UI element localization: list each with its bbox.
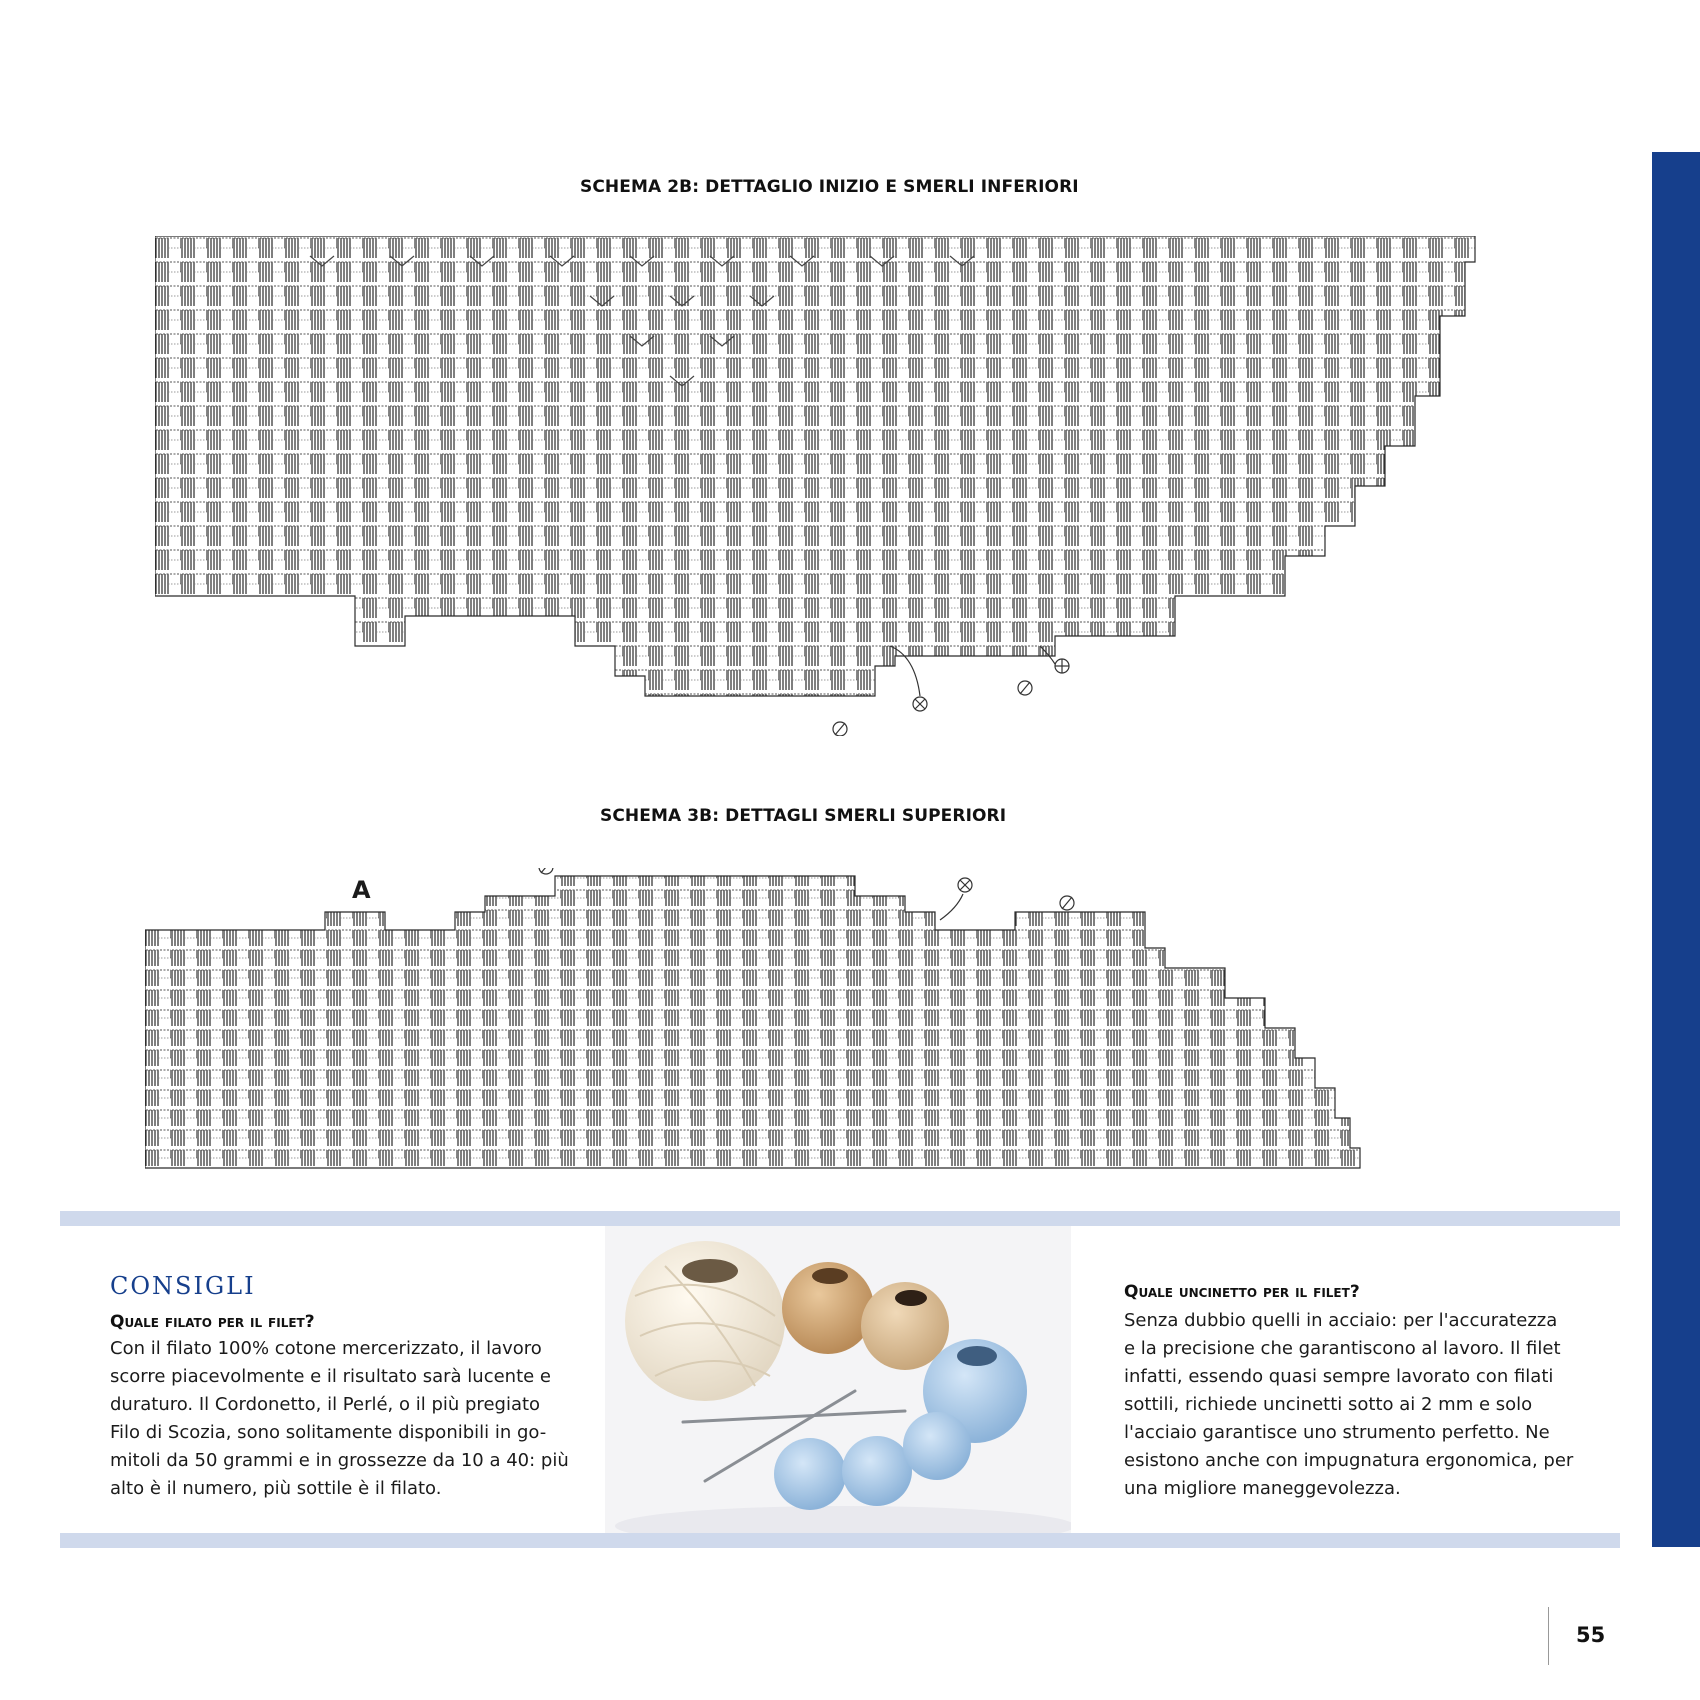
tip-yarn-line: scorre piacevolmente e il risultato sarà lucente e [110,1366,551,1387]
beige-yarn-ball [861,1282,949,1370]
section-stripe-top [60,1211,1620,1226]
consigli-title: CONSIGLI [110,1272,256,1300]
small-blue-yarn-balls [774,1412,971,1510]
tip-hook-line: una migliore maneggevolezza. [1124,1478,1401,1499]
slashed-circle-icon [539,868,553,874]
yarn-and-hooks-photo [605,1226,1071,1533]
cream-yarn-ball [625,1241,785,1401]
tip-hook-line: Senza dubbio quelli in acciaio: per l'accuratezza [1124,1310,1558,1331]
tip-yarn-line: duraturo. Il Cordonetto, il Perlé, o il più pregiato [110,1394,541,1415]
page-number-divider [1548,1607,1549,1665]
schema-2b-title: SCHEMA 2B: DETTAGLIO INIZIO E SMERLI INFERIORI [580,177,1079,197]
side-accent-bar [1652,152,1700,1547]
tip-hook-line: esistono anche con impugnatura ergonomica, per [1124,1450,1574,1471]
schema-2b-crochet-chart [155,236,1485,736]
page-number: 55 [1576,1623,1606,1647]
tip-hook-line: e la precisione che garantiscono al lavoro. Il filet [1124,1338,1561,1359]
schema-3b-title: SCHEMA 3B: DETTAGLI SMERLI SUPERIORI [600,806,1007,826]
tip-yarn-body [110,1335,580,1503]
tip-yarn-line: mitoli da 50 grammi e in grossezze da 10 a 40: più [110,1450,569,1471]
tip-yarn-line: Con il filato 100% cotone mercerizzato, il lavoro [110,1338,542,1359]
tip-hook-line: l'acciaio garantisce uno strumento perfetto. Ne [1124,1422,1550,1443]
tip-yarn-line: alto è il numero, più sottile è il filato. [110,1478,442,1499]
tan-yarn-ball [782,1262,874,1354]
schema-3b-crochet-chart [145,868,1475,1178]
tip-hook-line: infatti, essendo quasi sempre lavorato con filati [1124,1366,1554,1387]
tip-hook-body [1124,1307,1604,1503]
tip-hook-line: sottili, richiede uncinetti sotto ai 2 mm e solo [1124,1394,1533,1415]
tip-yarn-heading: Quale filato per il filet? [110,1312,315,1332]
marker-label-a: A [352,876,371,904]
tip-hook-heading: Quale uncinetto per il filet? [1124,1282,1360,1302]
section-stripe-bottom [60,1533,1620,1548]
tip-yarn-line: Filo di Scozia, sono solitamente disponibili in go- [110,1422,547,1443]
